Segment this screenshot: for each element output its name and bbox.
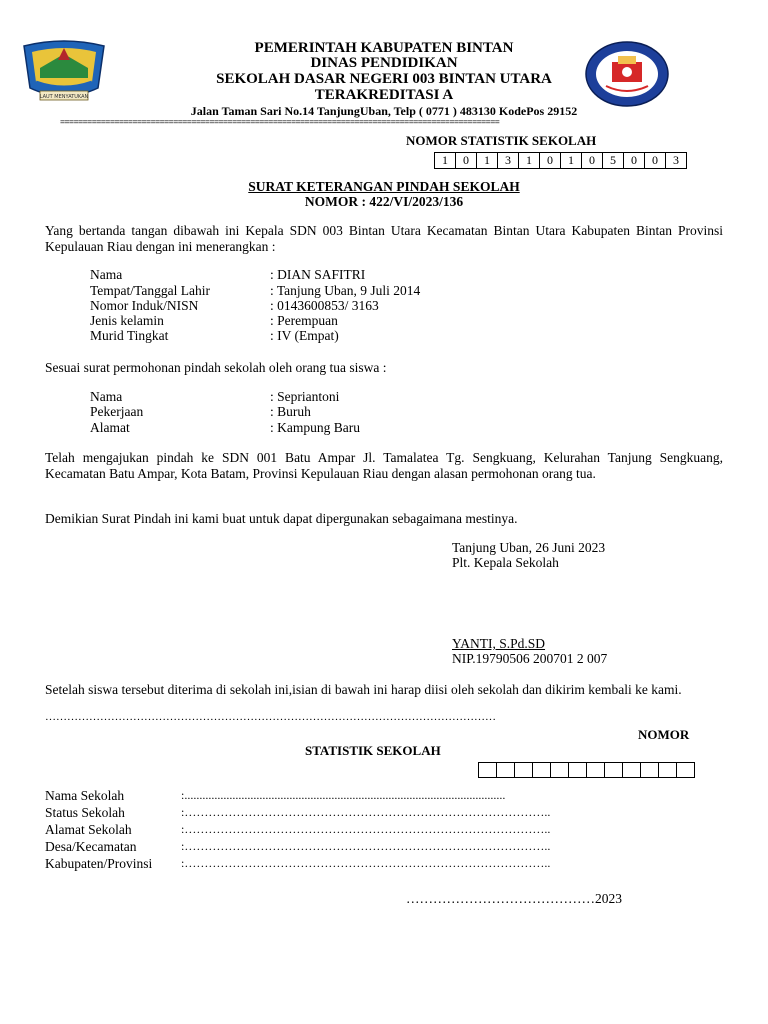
nss-digit: 1 [435,153,456,168]
reply-field-label: Alamat Sekolah [45,822,132,837]
field-value: : 0143600853/ 3163 [270,298,379,313]
cut-line: …………………………………………………………………………………………………………… [45,711,496,723]
parent-intro: Sesuai surat permohonan pindah sekolah oleh orang tua siswa : [45,360,387,375]
nss-blank-cell[interactable] [623,763,641,777]
parent-row [90,389,339,404]
parent-row [90,420,360,435]
nss-label: NOMOR STATISTIK SEKOLAH [406,133,597,148]
reply-field-label: Status Sekolah [45,805,125,820]
nss-digit: 5 [603,153,624,168]
nss-blank-cell[interactable] [677,763,694,777]
reply-field-row [45,838,651,855]
reply-field-row [45,787,651,804]
field-label: Nama [90,267,123,282]
nss-blank-cell[interactable] [479,763,497,777]
kop-line-4: TERAKREDITASI A [314,87,454,103]
nss-blank-cell[interactable] [641,763,659,777]
nss-blank-cell[interactable] [497,763,515,777]
nss-digit: 0 [456,153,477,168]
field-value: : Perempuan [270,313,338,328]
reply-field-label: Desa/Kecamatan [45,839,137,854]
field-label: Nama [90,389,123,404]
nss-blank-cell[interactable] [659,763,677,777]
student-row [90,313,338,328]
letter-number: NOMOR : 422/VI/2023/136 [304,194,464,209]
nss-blank-cell[interactable] [551,763,569,777]
field-label: Nomor Induk/NISN [90,298,199,313]
reply-nss-grid[interactable] [478,762,695,778]
reply-date-line: ……………………………………2023 [406,891,622,906]
student-row [90,283,420,298]
reply-field-row [45,855,651,872]
reply-nss-label-1: NOMOR [638,727,690,742]
reply-field-blank[interactable]: :……………………………………………………………………………….. [181,822,551,836]
nss-blank-cell[interactable] [587,763,605,777]
reply-field-row [45,804,651,821]
transfer-paragraph: Telah mengajukan pindah ke SDN 001 Batu Ampar Jl. Tamalatea Tg. Sengkuang, Kelurahan Tanjung Sengkuang, Kecamatan Batu Ampar, Kota Batam, Provinsi Kepulauan Riau dengan alasan permohonan orang tua. [45,450,723,481]
field-label: Jenis kelamin [90,313,164,328]
closing-paragraph: Demikian Surat Pindah ini kami buat untuk dapat dipergunakan sebagaimana mestinya. [45,511,518,526]
reply-field-blank[interactable]: :........................................................................................................... [181,788,506,802]
nss-blank-cell[interactable] [569,763,587,777]
student-row [90,298,379,313]
kop-line-3: SEKOLAH DASAR NEGERI 003 BINTAN UTARA [216,71,552,87]
reply-instruction: Setelah siswa tersebut diterima di sekolah ini,isian di bawah ini harap diisi oleh sekolah dan dikirim kembali ke kami. [45,682,682,697]
field-value: : Buruh [270,404,311,419]
nss-digit: 3 [673,153,679,167]
nss-digit: 1 [519,153,540,168]
kop-address: Jalan Taman Sari No.14 TanjungUban, Telp ( 0771 ) 483130 KodePos 29152 [190,104,578,118]
field-value: : IV (Empat) [270,328,339,343]
signer-nip: NIP.19790506 200701 2 007 [452,651,608,666]
field-label: Murid Tingkat [90,328,169,343]
nss-digit-grid [434,152,687,169]
field-label: Alamat [90,420,130,435]
field-value: : Sepriantoni [270,389,340,404]
nss-digit: 0 [540,153,561,168]
field-label: Tempat/Tanggal Lahir [90,283,210,298]
reply-nss-label-2: STATISTIK SEKOLAH [305,743,441,758]
nss-digit: 0 [645,153,666,168]
nss-digit: 0 [624,153,645,168]
reply-field-blank[interactable]: :……………………………………………………………………………….. [181,839,551,853]
field-label: Pekerjaan [90,404,144,419]
reply-field-row [45,821,651,838]
nss-digit: 1 [477,153,498,168]
kop-line-2: DINAS PENDIDIKAN [310,55,458,71]
nss-blank-cell[interactable] [533,763,551,777]
letter-title: SURAT KETERANGAN PINDAH SEKOLAH [248,179,520,194]
reply-field-blank[interactable]: :……………………………………………………………………………….. [181,856,551,870]
reply-field-label: Kabupaten/Provinsi [45,856,153,871]
field-value: : Tanjung Uban, 9 Juli 2014 [270,283,421,298]
nss-digit: 0 [582,153,603,168]
field-value: : Kampung Baru [270,420,360,435]
kop-line-1: PEMERINTAH KABUPATEN BINTAN [254,40,514,56]
student-row [90,328,339,343]
intro-paragraph: Yang bertanda tangan dibawah ini Kepala SDN 003 Bintan Utara Kecamatan Bintan Utara Kabupaten Bintan Provinsi Kepulauan Riau dengan ini menerangkan : [45,223,723,254]
place-date: Tanjung Uban, 26 Juni 2023 [452,540,606,555]
nss-blank-cell[interactable] [605,763,623,777]
field-value: : DIAN SAFITRI [270,267,366,282]
nss-digit: 1 [561,153,582,168]
signer-position: Plt. Kepala Sekolah [452,555,559,570]
kop-separator: ================================================================================================= [60,117,500,127]
signer-name: YANTI, S.Pd.SD [452,636,546,651]
nss-digit: 3 [498,153,519,168]
reply-field-blank[interactable]: :……………………………………………………………………………….. [181,805,551,819]
reply-field-label: Nama Sekolah [45,788,125,803]
logo-left-caption: LAUT MENYATUKAN [39,94,89,100]
student-row [90,267,365,282]
nss-blank-cell[interactable] [515,763,533,777]
parent-row [90,404,311,419]
